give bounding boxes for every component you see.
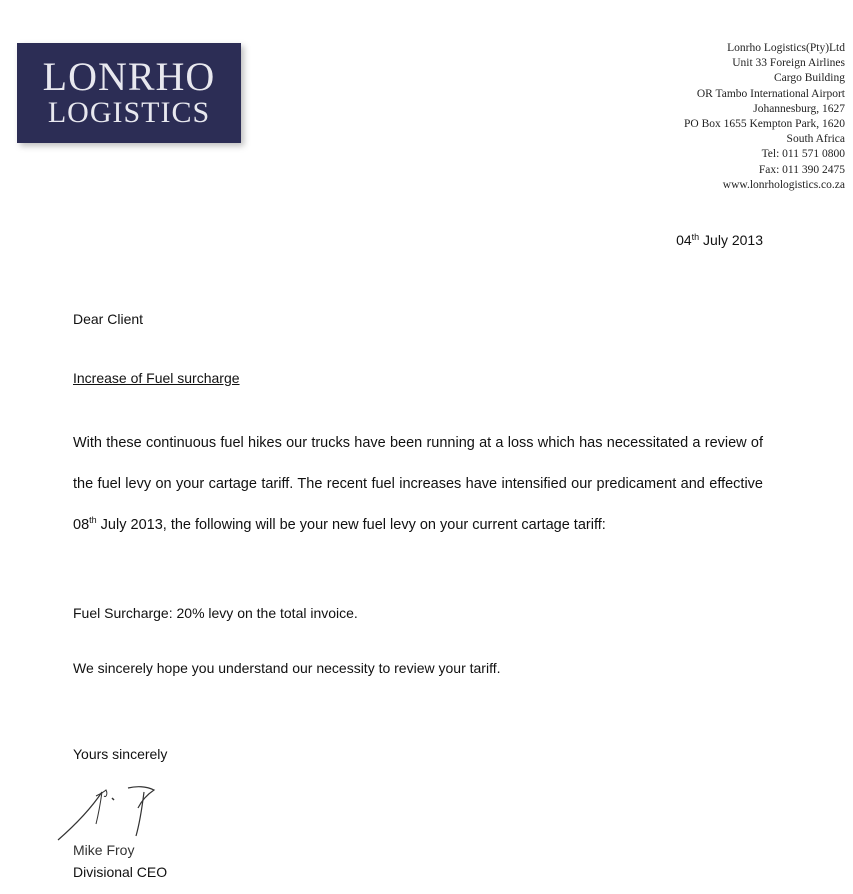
address-line: Lonrho Logistics(Pty)Ltd [727,42,845,54]
closing-remark: We sincerely hope you understand our necessity to review your tariff. [73,660,501,676]
logo-line-2: LOGISTICS [47,96,211,129]
body-paragraph [73,423,763,546]
address-line: Tel: 011 571 0800 [761,148,845,161]
address-line: PO Box 1655 Kempton Park, 1620 [684,118,845,131]
date-day: 04 [676,232,692,248]
company-logo [17,43,241,143]
company-address [684,41,845,193]
date-rest: July 2013 [699,232,763,248]
surcharge-statement: Fuel Surcharge: 20% levy on the total invoice. [73,605,358,621]
address-line: OR Tambo International Airport [696,87,845,100]
body-text-part-2: July 2013, the following will be your new fuel levy on your current cartage tariff: [96,517,606,533]
address-website: www.lonrhologistics.co.za [722,178,845,191]
address-line: Unit 33 Foreign Airlines [732,57,845,70]
signatory-name: Mike Froy [73,842,135,858]
signature [56,778,166,844]
letter-date [676,232,763,248]
address-line: Johannesburg, 1627 [753,102,845,115]
date-suffix: th [691,232,700,242]
address-line: South Africa [786,133,845,146]
salutation: Dear Client [73,311,144,327]
address-line: Fax: 011 390 2475 [758,163,845,176]
body-text-part-1: With these continuous fuel hikes our trucks have been running at a loss which has necessitated a review of the fuel levy on your cartage tariff. The recent fuel increases have intensified our predicament and effective 08 [73,435,763,533]
logo-line-1: LONRHO [42,54,216,99]
complimentary-close: Yours sincerely [73,746,168,762]
signatory-title: Divisional CEO [73,864,168,880]
address-line: Cargo Building [773,72,845,85]
body-date-suffix: th [89,515,97,525]
subject-line: Increase of Fuel surcharge [73,370,240,386]
